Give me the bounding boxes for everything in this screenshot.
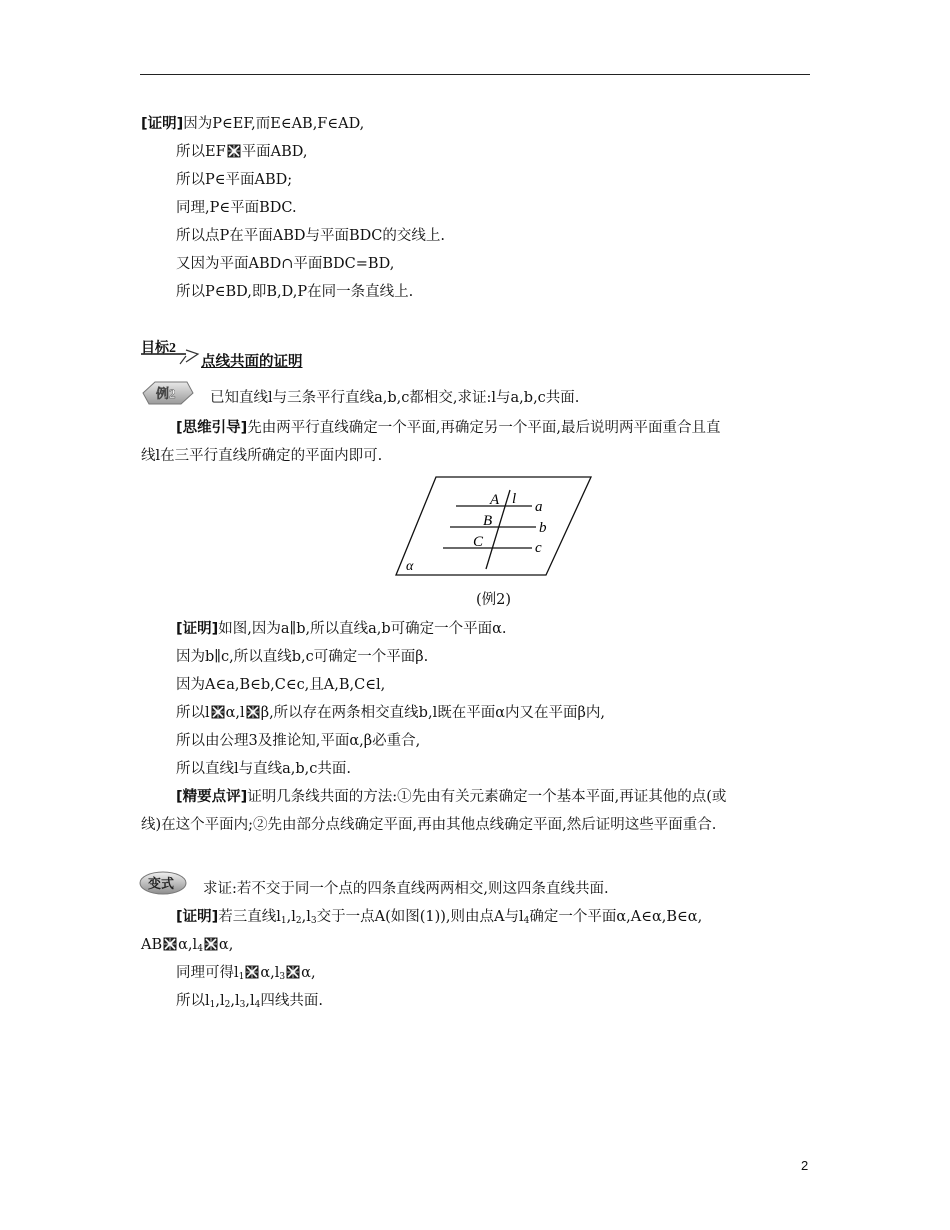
comment-line1: [精要点评]证明几条线共面的方法:①先由有关元素确定一个基本平面,再证其他的点(或 bbox=[176, 789, 727, 805]
proof1-line2: 所以EF 平面ABD, bbox=[176, 144, 308, 160]
proof1-line7: 所以P∈BD,即B,D,P在同一条直线上. bbox=[176, 284, 414, 300]
goal-title: 点线共面的证明 bbox=[201, 354, 303, 370]
proof2-line4: 所以l α,l β,所以存在两条相交直线b,l既在平面α内又在平面β内, bbox=[176, 705, 605, 721]
example-statement: 已知直线l与三条平行直线a,b,c都相交,求证:l与a,b,c共面. bbox=[210, 390, 580, 406]
label-b: b bbox=[539, 520, 547, 536]
example-badge bbox=[141, 380, 195, 410]
goal-badge bbox=[140, 336, 204, 372]
label-a: a bbox=[535, 499, 543, 515]
comment-tag: [精要点评] bbox=[176, 789, 248, 805]
missing-glyph-icon bbox=[163, 937, 177, 951]
variant-proof-tag: [证明] bbox=[176, 909, 219, 925]
variant-proof-line1: [证明]若三直线$l_1,l_2,l_3$交于一点A(如图(1)),则由点A与$l_4$确定一个平面α,A∈α,B∈α, bbox=[176, 909, 703, 926]
proof1-line1: [证明]因为P∈EF,而E∈AB,F∈AD, bbox=[141, 116, 365, 132]
comment-line2: 线)在这个平面内;②先由部分点线确定平面,再由其他点线确定平面,然后证明这些平面重合. bbox=[141, 817, 717, 833]
label-c: c bbox=[535, 540, 542, 556]
proof2-line5: 所以由公理3及推论知,平面α,β必重合, bbox=[176, 733, 421, 749]
variant-proof-line4: 所以$l_1,l_2,l_3,l_4$四线共面. bbox=[176, 993, 323, 1010]
proof2-line2: 因为b∥c,所以直线b,c可确定一个平面β. bbox=[176, 649, 429, 665]
hint-line1: [思维引导]先由两平行直线确定一个平面,再确定另一个平面,最后说明两平面重合且直 bbox=[176, 420, 721, 436]
proof1-line5: 所以点P在平面ABD与平面BDC的交线上. bbox=[176, 228, 445, 244]
hint-line2: 线l在三平行直线所确定的平面内即可. bbox=[141, 448, 383, 464]
proof1-line6: 又因为平面ABD∩平面BDC=BD, bbox=[176, 256, 395, 272]
variant-badge-label: 变式 bbox=[148, 876, 175, 891]
missing-glyph-icon bbox=[204, 937, 218, 951]
proof2-line6: 所以直线l与直线a,b,c共面. bbox=[176, 761, 352, 777]
variant-badge bbox=[139, 870, 189, 900]
proof1-line3: 所以P∈平面ABD; bbox=[176, 172, 293, 188]
missing-glyph-icon bbox=[211, 705, 225, 719]
proof-tag: [证明] bbox=[141, 116, 184, 132]
label-l: l bbox=[512, 491, 517, 507]
missing-glyph-icon bbox=[245, 965, 259, 979]
proof2-tag: [证明] bbox=[176, 621, 219, 637]
proof2-line3: 因为A∈a,B∈b,C∈c,且A,B,C∈l, bbox=[176, 677, 386, 693]
label-C: C bbox=[473, 534, 484, 550]
missing-glyph-icon bbox=[286, 965, 300, 979]
header-rule bbox=[140, 74, 810, 75]
hint-tag: [思维引导] bbox=[176, 420, 248, 436]
goal-badge-label: 目标2 bbox=[141, 341, 176, 356]
variant-statement: 求证:若不交于同一个点的四条直线两两相交,则这四条直线共面. bbox=[203, 881, 609, 897]
example-badge-label: 例2 bbox=[156, 386, 176, 401]
page-number: 2 bbox=[801, 1158, 809, 1173]
parallel-lines-figure bbox=[394, 474, 594, 580]
figure-caption: (例2) bbox=[476, 592, 512, 608]
label-alpha: α bbox=[406, 559, 414, 574]
variant-proof-line2: AB $\alpha,l_4$ α, bbox=[141, 937, 234, 954]
missing-glyph-icon bbox=[246, 705, 260, 719]
missing-glyph-icon bbox=[227, 144, 241, 158]
label-B: B bbox=[483, 513, 493, 529]
proof2-line1: [证明]如图,因为a∥b,所以直线a,b可确定一个平面α. bbox=[176, 621, 507, 637]
variant-proof-line3: 同理可得$l_1$ $\alpha,l_3$ α, bbox=[176, 965, 316, 982]
proof1-line4: 同理,P∈平面BDC. bbox=[176, 200, 297, 216]
label-A: A bbox=[490, 492, 500, 508]
